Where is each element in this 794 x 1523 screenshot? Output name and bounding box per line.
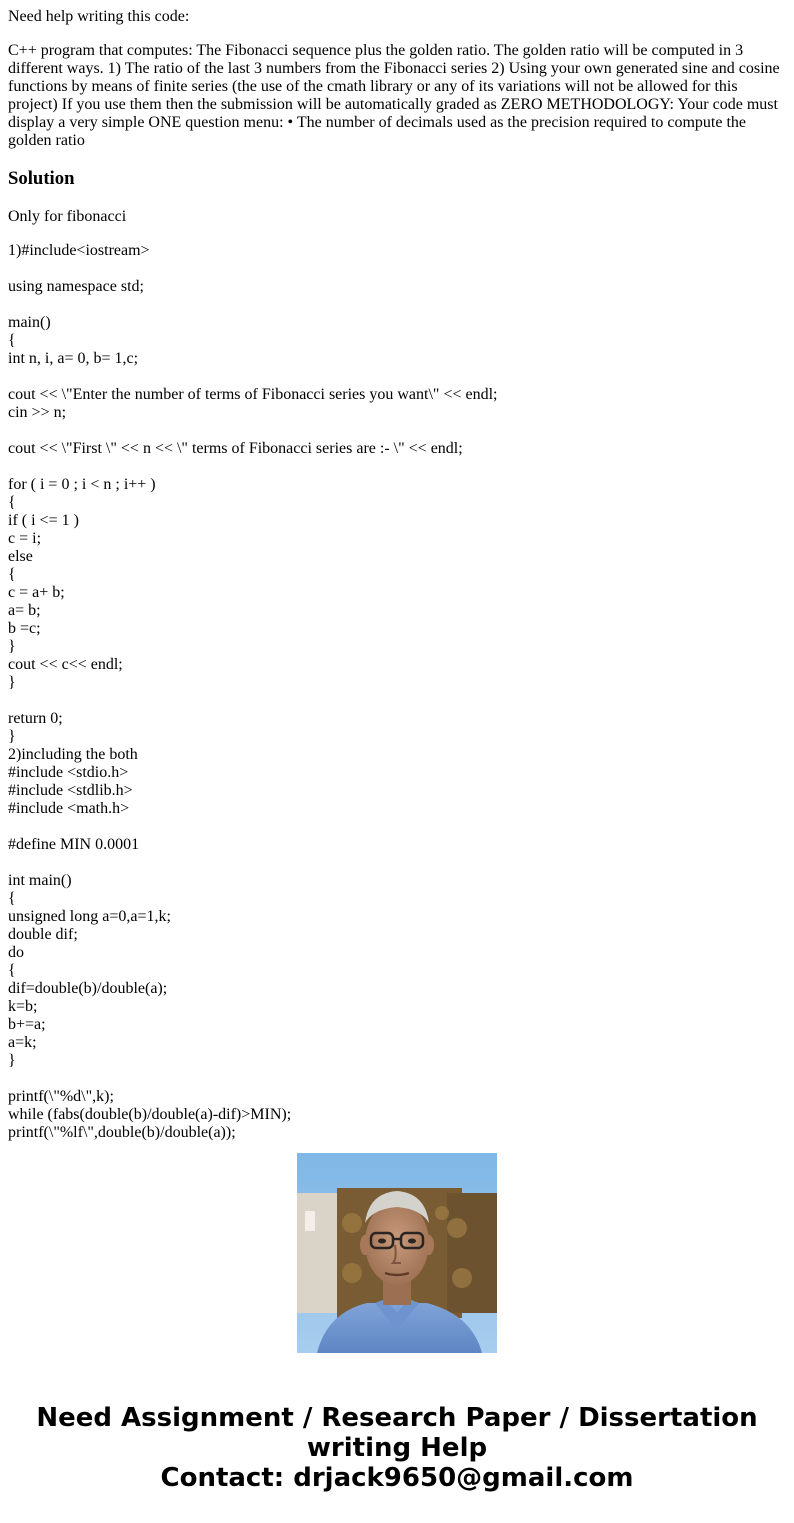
banner-contact-email[interactable]: Contact: drjack9650@gmail.com (160, 1463, 634, 1493)
code-line: c = i; (8, 530, 42, 547)
code-line (8, 368, 786, 386)
code-line: return 0; (8, 710, 63, 727)
code-line: #include <stdlib.h> (8, 782, 133, 799)
code-line: main() (8, 314, 51, 331)
code-line: double dif; (8, 926, 78, 943)
code-line: cout << \"First \" << n << \" terms of Fibonacci series are :- \" << endl; (8, 440, 463, 457)
code-line: { (8, 494, 16, 511)
code-line: int main() (8, 872, 72, 889)
code-line: cout << c<< endl; (8, 656, 123, 673)
code-line (8, 458, 786, 476)
code-line (8, 422, 786, 440)
code-line: c = a+ b; (8, 584, 65, 601)
code-line (8, 818, 786, 836)
author-portrait-photo (297, 1153, 497, 1353)
code-line: } (8, 728, 16, 745)
question-intro: Need help writing this code: (8, 8, 190, 25)
code-line: printf(\"%lf\",double(b)/double(a)); (8, 1124, 236, 1141)
code-line (8, 296, 786, 314)
contact-banner (0, 1403, 794, 1493)
code-line (8, 260, 786, 278)
code-line: for ( i = 0 ; i < n ; i++ ) (8, 476, 156, 493)
code-line: } (8, 1052, 16, 1069)
code-line (8, 692, 786, 710)
solution-heading: Solution (8, 168, 75, 189)
code-line: #define MIN 0.0001 (8, 836, 140, 853)
code-line: k=b; (8, 998, 38, 1015)
document-content (8, 0, 786, 1141)
code-line: a=k; (8, 1034, 37, 1051)
code-line: unsigned long a=0,a=1,k; (8, 908, 171, 925)
code-line: cout << \"Enter the number of terms of Fibonacci series you want\" << endl; (8, 386, 498, 403)
code-line: int n, i, a= 0, b= 1,c; (8, 350, 139, 367)
code-line: while (fabs(double(b)/double(a)-dif)>MIN); (8, 1106, 292, 1123)
question-body: C++ program that computes: The Fibonacci sequence plus the golden ratio. The golden ratio will be computed in 3 different ways. 1) The ratio of the last 3 numbers from the Fibonacci series 2) Using your own generated sine and cosine functions by means of finite series (the use of the cmath library or any of its variations will not be allowed for this project) If you use them then the submission will be automatically graded as ZERO METHODOLOGY: Your code must display a very simple ONE question menu: • The number of decimals used as the precision required to compute the golden ratio (8, 42, 780, 149)
code-line: dif=double(b)/double(a); (8, 980, 168, 997)
code-line: 1)#include<iostream> (8, 242, 150, 259)
code-line: a= b; (8, 602, 41, 619)
code-line: { (8, 890, 16, 907)
banner-line-1: Need Assignment / Research Paper / Dissertation (36, 1403, 758, 1433)
code-line: 2)including the both (8, 746, 138, 763)
code-line: if ( i <= 1 ) (8, 512, 79, 529)
code-line: #include <stdio.h> (8, 764, 129, 781)
code-line: } (8, 638, 16, 655)
code-line: #include <math.h> (8, 800, 130, 817)
banner-line-2: writing Help (306, 1433, 488, 1463)
code-line: printf(\"%d\",k); (8, 1088, 114, 1105)
code-line: } (8, 674, 16, 691)
code-line: { (8, 332, 16, 349)
solution-note: Only for fibonacci (8, 208, 127, 225)
code-line (8, 1070, 786, 1088)
code-block (8, 242, 786, 1142)
code-line (8, 854, 786, 872)
code-line: else (8, 548, 33, 565)
code-line: { (8, 962, 16, 979)
code-line: b =c; (8, 620, 41, 637)
code-line: cin >> n; (8, 404, 67, 421)
code-line: b+=a; (8, 1016, 46, 1033)
code-line: { (8, 566, 16, 583)
avatar (297, 1153, 497, 1353)
code-line: using namespace std; (8, 278, 144, 295)
code-line: do (8, 944, 24, 961)
